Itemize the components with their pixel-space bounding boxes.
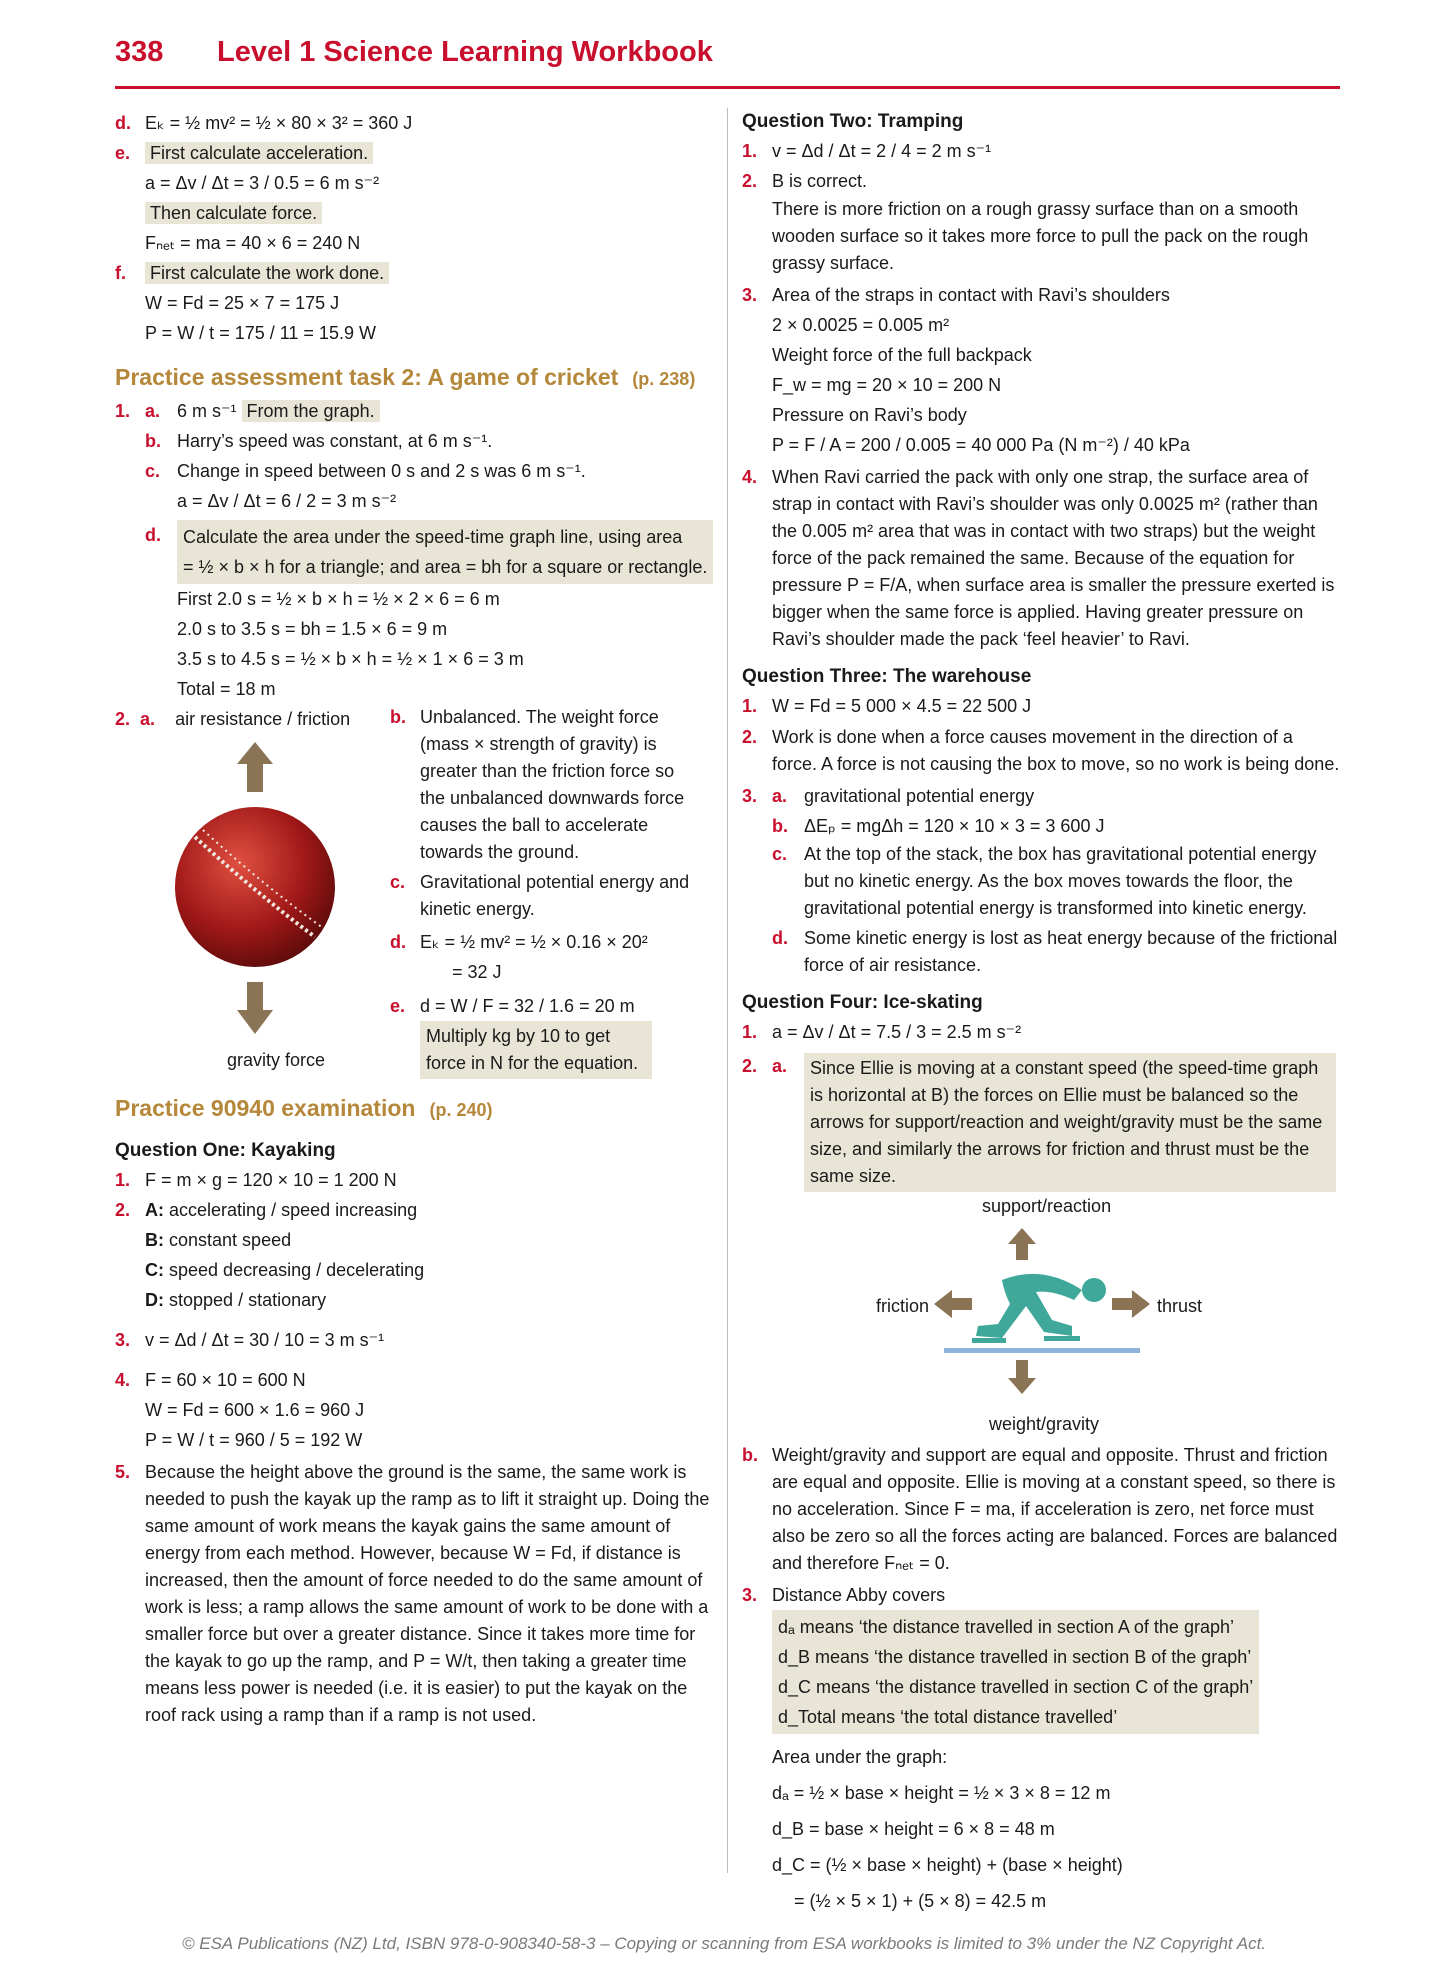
hint-block: dₐ means ‘the distance travelled in section A of the graph’ d_B means ‘the distance travelled in section B of the graph’ d_C means ‘the distance travelled in section C of the graph’ d_Total means ‘the total distance travelled’ [772, 1610, 1259, 1734]
book-title: Level 1 Science Learning Workbook [217, 36, 713, 68]
cricket-answers: b. Unbalanced. The weight force (mass × strength of gravity) is greater than the friction force so the unbalanced downwards force causes the ball to accelerate towards the ground. c. Gravitational potential energy and kinetic energy. d. Eₖ = ½ mv² = ½ × 0.16 × 20² = 32 J e. d = W / F = 32 / 1.6 = 20 m Multiply kg by 10 to get force in N for the equation. [390, 704, 695, 1079]
answer-5: 5. Because the height above the ground is the same, the same work is needed to push the kayak up the ramp as to lift it straight up. Doing the same amount of work means the kayak gains the same amount of energy from each method. However, because W = Fd, if distance is increased, then the amount of force needed to do the same amount of work is less; a ramp allows the same amount of work to be done with a smaller force but over a greater distance. Since it takes more time for the kayak to go up the ramp, and P = W/t, then taking a greater time means less power is needed (i.e. it is easier) to put the kayak on the roof rack using a ramp than if a ramp is not used. [115, 1462, 710, 1725]
task2-1d: d. Calculate the area under the speed-time graph line, using area = ½ × b × h for a triangle; and area = bh for a square or rectangle. [115, 520, 715, 584]
weight-arrow-down [1008, 1360, 1036, 1394]
equation: Fₙₑₜ = ma = 40 × 6 = 240 N [145, 233, 361, 253]
question-one-title: Question One: Kayaking [115, 1140, 336, 1161]
hint: First calculate the work done. [145, 262, 389, 284]
equation: W = Fd = 25 × 7 = 175 J [145, 293, 340, 313]
answer-d: d. Eₖ = ½ mv² = ½ × 80 × 3² = 360 J [115, 113, 413, 133]
skater-figure: support/reaction friction thrust weight/gravity [876, 1196, 1203, 1434]
equation: a = Δv / Δt = 6 / 2 = 3 m s⁻² [177, 491, 397, 511]
question-four-title: Question Four: Ice-skating [742, 992, 983, 1013]
page-header [115, 30, 1340, 89]
hint: First calculate acceleration. [145, 142, 373, 164]
column-divider [727, 108, 728, 1873]
task2-1b: b. Harry’s speed was constant, at 6 m s⁻¹. [145, 431, 493, 451]
hint-block: Multiply kg by 10 to get force in N for the equation. [420, 1021, 652, 1079]
skater-icon [972, 1274, 1106, 1343]
task2-1c: c. Change in speed between 0 s and 2 s was 6 m s⁻¹. [145, 461, 586, 481]
ice-surface [944, 1348, 1140, 1353]
hint: Then calculate force. [145, 202, 322, 224]
question-two-title: Question Two: Tramping [742, 111, 964, 132]
right-column: Question Two: Tramping 1. v = Δd / Δt = 2 / 4 = 2 m s⁻¹ 2. B is correct. There is more friction on a rough grassy surface than on a smooth wooden surface so it takes more force to pull the pack on the rough grassy surface. 3. Area of the straps in contact with Ravi’s shoulders 2 × 0.0025 = 0.005 m² Weight force of the full backpack F_w = mg = 20 × 10 = 200 N Pressure on Ravi’s body P = F / A = 200 / 0.005 = 40 000 Pa (N m⁻²) / 40 kPa 4. When Ravi carried the pack with only one strap, the surface area of strap in contact with Ravi’s shoulder was only 0.0025 m² (rather than the 0.005 m² area that was in contact with two straps) but the weight force of the pack remained the same. Because of the equation for pressure P = F/A, when surface area is smaller the pressure exerted is bigger when the same force is applied. Having greater pressure on Ravi’s shoulder made the pack ‘feel heavier’ to Ravi. Question Three: The warehouse 1. W = Fd = 5 000 × 4.5 = 22 500 J 2. Work is done when a force causes movement in the direction of a force. A force is not causing the box to move, so no work is being done. 3. a. gravitational potential energy b. ΔEₚ = mgΔh = 120 × 10 × 3 = 3 600 J c. At the top of the stack, the box has gravitational potential energy but no kinetic energy. As the box moves towards the floor, the gravitational potential energy is transformed into kinetic energy. d. Some kinetic energy is lost as heat energy because of the frictional force of air resistance. Question Four: Ice-skating 1. a = Δv / Δt = 7.5 / 3 = 2.5 m s⁻² 2. a. Since Ellie is moving at a constant speed (the speed-time graph is horizontal at B) the forces on Ellie must be balanced so the arrows for support/reaction and weight/gravity must be the same size, and similarly the arrows for friction and thrust must be the same size. support/reaction friction thrust weight/gravity b. Weight/gravity and support are equal and opposite. Thrust and friction are equal and opposite. Ellie is moving at a constant speed, so there is no acceleration. Since F = ma, if acceleration is zero, net force must also be zero so all the forces acting are balanced. Forces are balanced and therefore Fₙₑₜ = 0. 3. Distance Abby covers dₐ means ‘the distance travelled in section A of the graph’ d_B means ‘the distance travelled in section B of the graph’ d_C means ‘the distance travelled in section C of the graph’ d_Total means ‘the total distance travelled’ Area under the graph: dₐ = ½ × base × height = ½ × 3 × 8 = 12 m d_B = base × height = 6 × 8 = 48 m d_C = (½ × base × height) + (base × height) = (½ × 5 × 1) + (5 × 8) = 42.5 m [742, 108, 1342, 1916]
friction-arrow-up [237, 742, 273, 792]
hint-block: Since Ellie is moving at a constant speed (the speed-time graph is horizontal at B) the forces on Ellie must be balanced so the arrows for support/reaction and weight/gravity must be the same size, and similarly the arrows for friction and thrust must be the same size. [804, 1053, 1336, 1192]
section-title-task2: Practice assessment task 2: A game of cricket (p. 238) [115, 364, 696, 390]
hint: From the graph. [242, 400, 380, 422]
equation: a = Δv / Δt = 3 / 0.5 = 6 m s⁻² [145, 173, 380, 193]
thrust-arrow-right [1112, 1290, 1150, 1318]
section-title-exam: Practice 90940 examination (p. 240) [115, 1095, 493, 1121]
cricket-ball-figure [175, 742, 335, 1042]
answer-e: e. First calculate acceleration. [115, 138, 715, 168]
cricket-block: 2. a. air resistance / friction gravity force b. Unbalanced. The weight force (mass × strength of gravity) is greater than the friction force so the unbalanced downwards force causes the ball to accelerate towards the ground. c. Gravitational potential energy and kinetic energy. d. Eₖ = ½ mv² = ½ × 0.16 × 20² = 32 J e. d = W / F = 32 / 1.6 = 20 m Multiply kg by 10 to get force in N for the equation. [115, 704, 715, 1079]
gravity-arrow-down [237, 982, 273, 1034]
support-arrow-up [1008, 1228, 1036, 1260]
gravity-force-label: gravity force [227, 1050, 326, 1070]
question-three-title: Question Three: The warehouse [742, 666, 1032, 687]
left-column: d. Eₖ = ½ mv² = ½ × 80 × 3² = 360 J e. First calculate acceleration. a = Δv / Δt = 3 / 0.5 = 6 m s⁻² Then calculate force. Fₙₑₜ = ma = 40 × 6 = 240 N f. First calculate the work done. W = Fd = 25 × 7 = 175 J P = W / t = 175 / 11 = 15.9 W Practice assessment task 2: A game of cricket (p. 238) 1. a. 6 m s⁻¹ From the graph. b. Harry’s speed was constant, at 6 m s⁻¹. c. Change in speed between 0 s and 2 s was 6 m s⁻¹. a = Δv / Δt = 6 / 2 = 3 m s⁻² d. Calculate the area under the speed-time graph line, using area = ½ × b × h for a triangle; and area = bh for a square or rectangle. First 2.0 s = ½ × b × h = ½ × 2 × 6 = 6 m 2.0 s to 3.5 s = bh = 1.5 × 6 = 9 m 3.5 s to 4.5 s = ½ × b × h = ½ × 1 × 6 = 3 m Total = 18 m 2. a. air resistance / friction gravity force b. Unbalanced. The weight force (mass × strength of gravity) is greater than the friction force so the unbalanced downwards force causes the ball to accelerate towards the ground. c. Gravitational potential energy and kinetic energy. d. Eₖ = ½ mv² = ½ × 0.16 × 20² = 32 J e. d = W / F = 32 / 1.6 = 20 m Multiply kg by 10 to get force in N for the equation. Practice 90940 examination (p. 240) Question One: Kayaking 1. F = m × g = 120 × 10 = 1 200 N 2. A: accelerating / speed increasing B: constant speed C: speed decreasing / decelerating D: stopped / stationary 3. v = Δd / Δt = 30 / 10 = 3 m s⁻¹ 4. F = 60 × 10 = 600 N W = Fd = 600 × 1.6 = 960 J P = W / t = 960 / 5 = 192 W 5. Because the height above the ground is the same, the same work is needed to push the kayak up the ramp as to lift it straight up. Doing the same amount of work means the kayak gains the same amount of energy from each method. However, because W = Fd, if distance is increased, then the amount of force needed to do the same amount of work is less; a ramp allows the same amount of work to be done with a smaller force but over a greater distance. Since it takes more time for the kayak to go up the ramp, and P = W/t, then taking a greater time means less power is needed (i.e. it is easier) to put the kayak on the roof rack using a ramp than if a ramp is not used. [115, 108, 715, 1729]
page-number: 338 [115, 36, 164, 68]
hint-block: Calculate the area under the speed-time graph line, using area = ½ × b × h for a triangle; and area = bh for a square or rectangle. [177, 520, 713, 584]
equation: P = W / t = 175 / 11 = 15.9 W [145, 323, 376, 343]
task2-1a: 1. a. 6 m s⁻¹ From the graph. [115, 396, 715, 426]
friction-arrow-left [934, 1290, 972, 1318]
answer-f: f. First calculate the work done. [115, 258, 715, 288]
copyright-footer: © ESA Publications (NZ) Ltd, ISBN 978-0-908340-58-3 – Copying or scanning from ESA workbooks is limited to 3% under the NZ Copyright Act. [182, 1934, 1267, 1953]
